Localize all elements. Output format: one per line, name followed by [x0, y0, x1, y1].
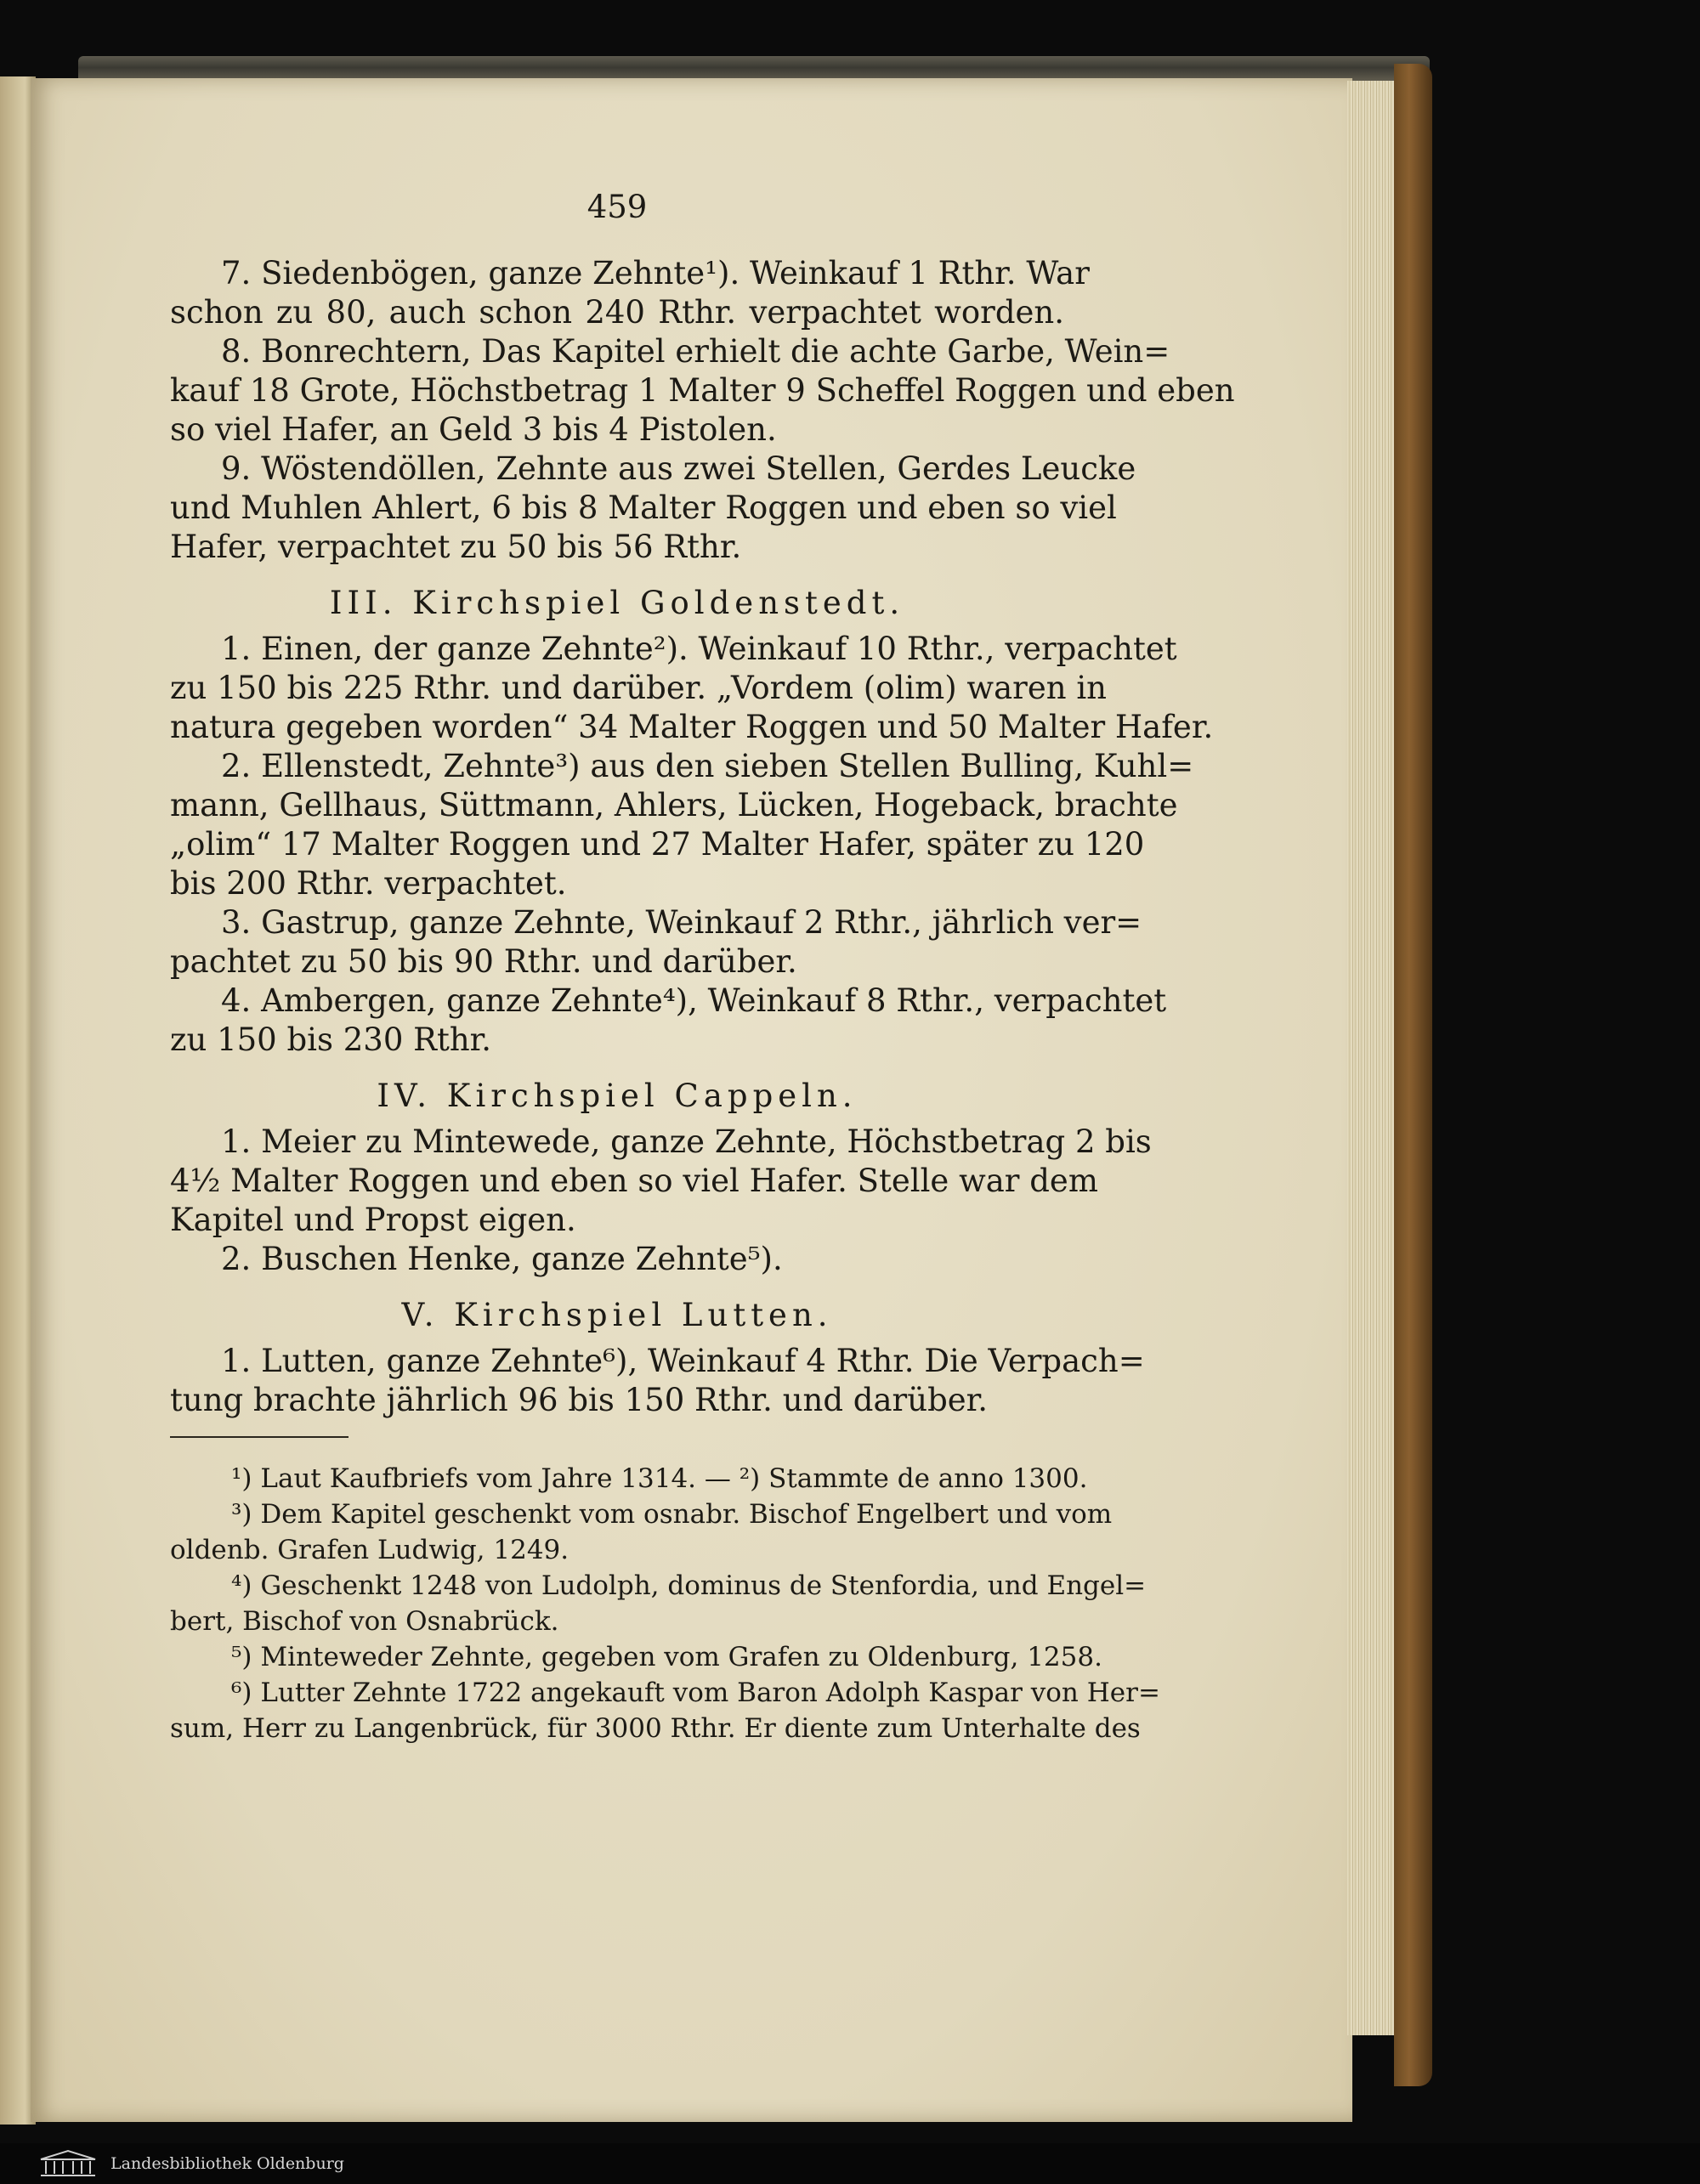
footnote-line: oldenb. Grafen Ludwig, 1249.: [170, 1535, 570, 1565]
body-line: bis 200 Rthr. verpachtet.: [170, 865, 567, 902]
footnote-line: bert, Bischof von Osnabrück.: [170, 1606, 559, 1637]
footnote-line: ¹) Laut Kaufbriefs vom Jahre 1314. — ²) Stammte de anno 1300.: [231, 1463, 1088, 1494]
body-line: so viel Hafer, an Geld 3 bis 4 Pistolen.: [170, 411, 777, 448]
body-line: 9. Wöstendöllen, Zehnte aus zwei Stellen, Gerdes Leucke: [221, 450, 1136, 487]
body-line: 2. Buschen Henke, ganze Zehnte⁵).: [221, 1241, 783, 1277]
footnote-line: ⁴) Geschenkt 1248 von Ludolph, dominus de Stenfordia, und Engel=: [231, 1570, 1147, 1601]
body-line: mann, Gellhaus, Süttmann, Ahlers, Lücken, Hogeback, brachte: [170, 787, 1178, 823]
body-line: Hafer, verpachtet zu 50 bis 56 Rthr.: [170, 529, 742, 565]
body-line: und Muhlen Ahlert, 6 bis 8 Malter Roggen und eben so viel: [170, 489, 1117, 526]
body-line: 2. Ellenstedt, Zehnte³) aus den sieben Stellen Bulling, Kuhl=: [221, 748, 1194, 784]
body-line: tung brachte jährlich 96 bis 150 Rthr. und darüber.: [170, 1382, 989, 1418]
body-line: 1. Meier zu Mintewede, ganze Zehnte, Höchstbetrag 2 bis: [221, 1123, 1152, 1160]
library-building-icon: [37, 2149, 99, 2178]
body-line: „olim“ 17 Malter Roggen und 27 Malter Hafer, später zu 120: [170, 826, 1145, 863]
footnote-line: sum, Herr zu Langenbrück, für 3000 Rthr. Er diente zum Unterhalte des: [170, 1713, 1141, 1744]
footnote-line: ³) Dem Kapitel geschenkt vom osnabr. Bischof Engelbert und vom: [231, 1499, 1113, 1530]
body-line: 4½ Malter Roggen und eben so viel Hafer. Stelle war dem: [170, 1163, 1098, 1199]
library-name: Landesbibliothek Oldenburg: [110, 2154, 344, 2173]
body-line: Kapitel und Propst eigen.: [170, 1202, 576, 1238]
body-line: 4. Ambergen, ganze Zehnte⁴), Weinkauf 8 Rthr., verpachtet: [221, 982, 1167, 1019]
page-stack-edges: [1347, 81, 1394, 2035]
body-line: 8. Bonrechtern, Das Kapitel erhielt die achte Garbe, Wein=: [221, 333, 1170, 370]
footnote-line: ⁵) Minteweder Zehnte, gegeben vom Grafen zu Oldenburg, 1258.: [231, 1642, 1102, 1672]
body-line: 3. Gastrup, ganze Zehnte, Weinkauf 2 Rthr., jährlich ver=: [221, 904, 1142, 941]
section-heading: V. Kirchspiel Lutten.: [401, 1297, 833, 1333]
body-line: natura gegeben worden“ 34 Malter Roggen und 50 Malter Hafer.: [170, 709, 1214, 745]
book-binding: [1394, 64, 1432, 2086]
page-number: 459: [586, 189, 648, 225]
footnote-rule: [170, 1436, 348, 1438]
body-line: 7. Siedenbögen, ganze Zehnte¹). Weinkauf 1 Rthr. War: [221, 255, 1090, 291]
section-heading: IV. Kirchspiel Cappeln.: [377, 1078, 858, 1114]
footnote-line: ⁶) Lutter Zehnte 1722 angekauft vom Baron Adolph Kaspar von Her=: [231, 1678, 1160, 1708]
body-line: zu 150 bis 230 Rthr.: [170, 1021, 492, 1058]
body-line: kauf 18 Grote, Höchstbetrag 1 Malter 9 Scheffel Roggen und eben: [170, 372, 1235, 409]
body-line: schon zu 80, auch schon 240 Rthr. verpachtet worden.: [170, 294, 1064, 331]
body-line: zu 150 bis 225 Rthr. und darüber. „Vordem (olim) waren in: [170, 670, 1107, 706]
body-line: 1. Einen, der ganze Zehnte²). Weinkauf 10 Rthr., verpachtet: [221, 631, 1177, 667]
body-line: 1. Lutten, ganze Zehnte⁶), Weinkauf 4 Rthr. Die Verpach=: [221, 1343, 1145, 1379]
library-footer-bar: [0, 2143, 1700, 2184]
body-line: pachtet zu 50 bis 90 Rthr. und darüber.: [170, 943, 797, 980]
section-heading: III. Kirchspiel Goldenstedt.: [329, 585, 905, 621]
